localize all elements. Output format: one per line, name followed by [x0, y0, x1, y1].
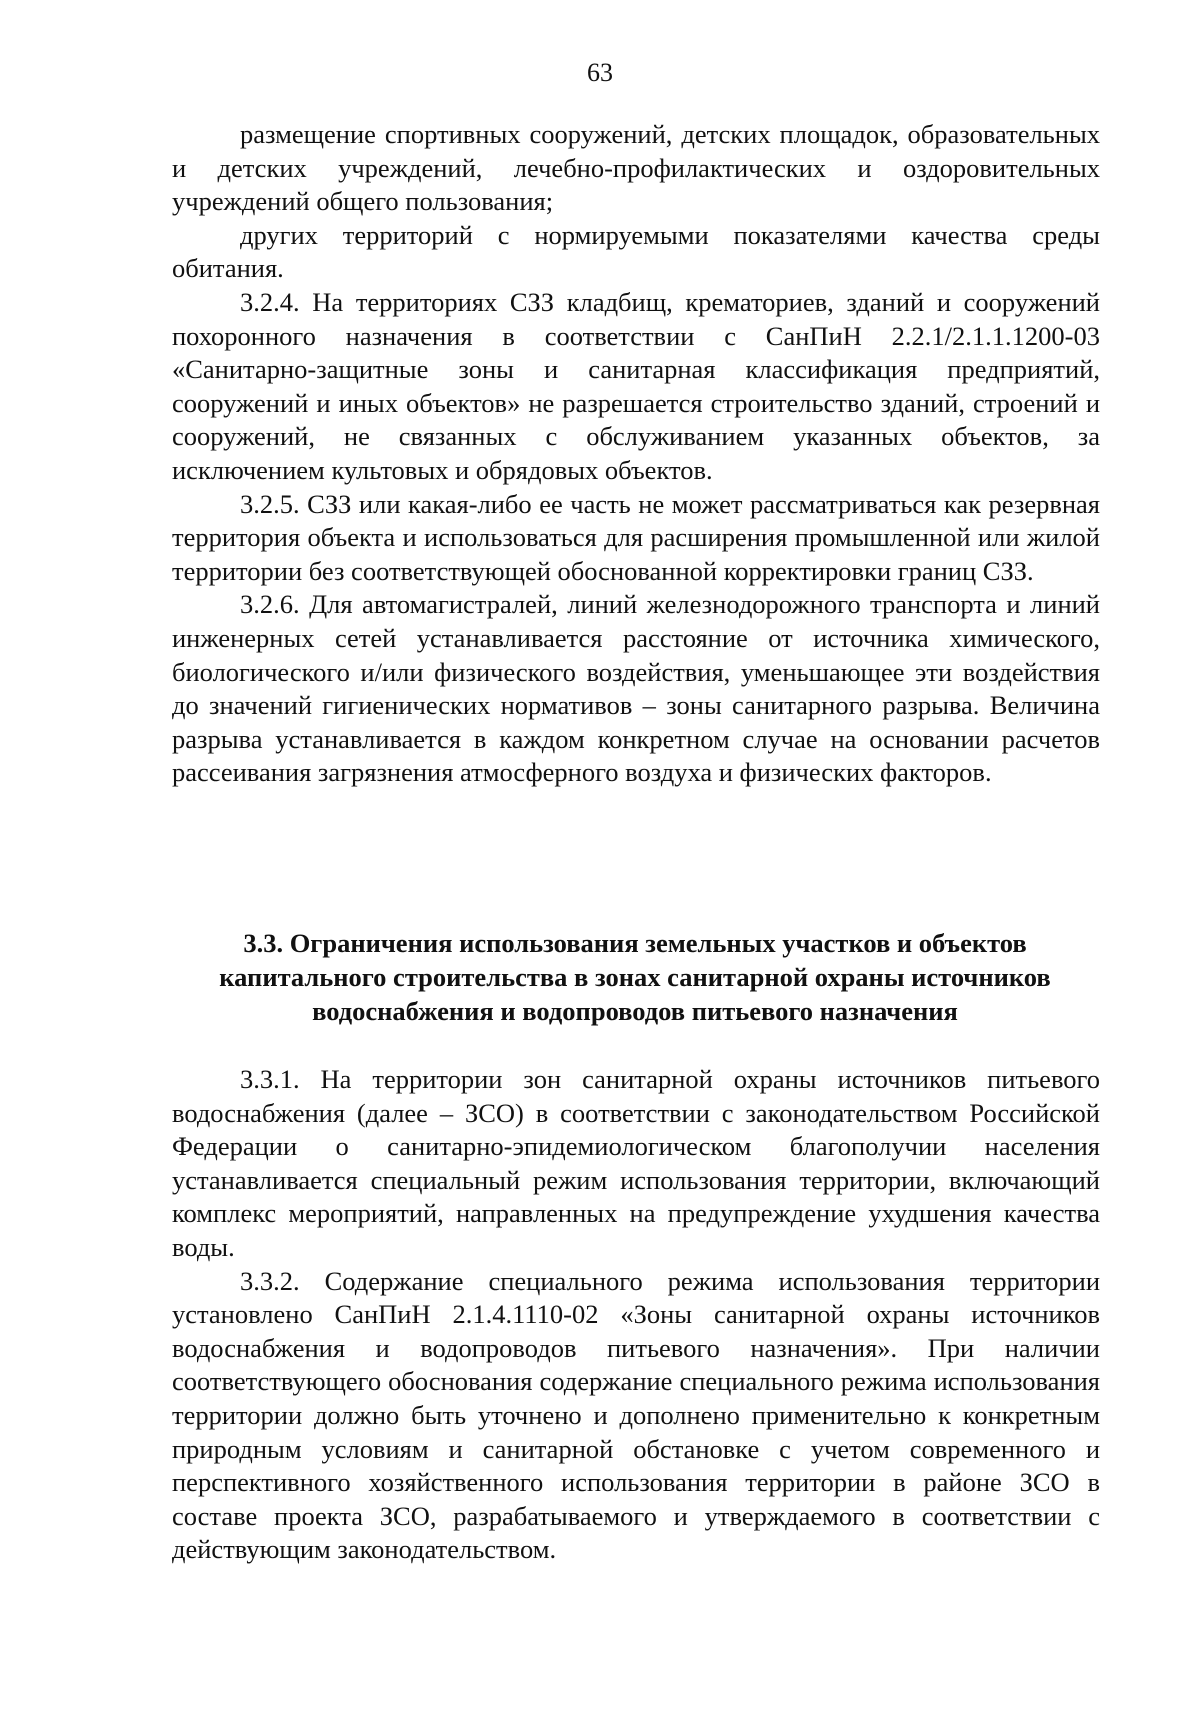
paragraph-placement-list: размещение спортивных сооружений, детских площадок, образовательных и детских учреждений, лечебно-профилактических и оздоровительных учреждений общего пользования; — [172, 119, 1100, 217]
heading-line: капитального строительства в зонах санитарной охраны источников — [219, 962, 1051, 992]
page-number: 63 — [587, 58, 613, 87]
section-heading-3-3 — [150, 926, 1120, 1028]
text-section-3-2 — [172, 118, 1100, 790]
paragraph-3-3-2: 3.3.2. Содержание специального режима использования территории установлено СанПиН 2.1.4.1110-02 «Зоны санитарной охраны источников водоснабжения и водопроводов питьевого назначения». При наличии соответствующего обоснования содержание специального режима использования территории должно быть уточнено и дополнено применительно к конкретным природным условиям и санитарной обстановке с учетом современного и перспективного хозяйственного использования территории в районе ЗСО в составе проекта ЗСО, разрабатываемого и утверждаемого в соответствии с действующим законодательством. — [172, 1265, 1100, 1565]
paragraph-3-2-4: 3.2.4. На территориях СЗЗ кладбищ, крематориев, зданий и сооружений похоронного назначения в соответствии с СанПиН 2.2.1/2.1.1.1200-03 «Санитарно-защитные зоны и санитарная классификация предприятий, сооружений и иных объектов» не разрешается строительство зданий, строений и сооружений, не связанных с обслуживанием указанных объектов, за исключением культовых и обрядовых объектов. — [172, 286, 1100, 485]
text-section-3-3 — [172, 1063, 1100, 1567]
paragraph-other-territories: других территорий с нормируемыми показателями качества среды обитания. — [172, 219, 1100, 284]
heading-line: водоснабжения и водопроводов питьевого назначения — [312, 996, 958, 1026]
paragraph-3-2-5: 3.2.5. СЗЗ или какая-либо ее часть не может рассматриваться как резервная территория объекта и использоваться для расширения промышленной или жилой территории без соответствующей обоснованной корректировки границ СЗЗ. — [172, 488, 1100, 586]
heading-line: 3.3. Ограничения использования земельных участков и объектов — [243, 928, 1027, 958]
paragraph-3-3-1: 3.3.1. На территории зон санитарной охраны источников питьевого водоснабжения (далее – ЗСО) в соответствии с законодательством Российской Федерации о санитарно-эпидемиологическом благополучии населения устанавливается специальный режим использования территории, включающий комплекс мероприятий, направленных на предупреждение ухудшения качества воды. — [172, 1064, 1100, 1262]
paragraph-3-2-6: 3.2.6. Для автомагистралей, линий железнодорожного транспорта и линий инженерных сетей устанавливается расстояние от источника химического, биологического и/или физического воздействия, уменьшающее эти воздействия до значений гигиенических нормативов – зоны санитарного разрыва. Величина разрыва устанавливается в каждом конкретном случае на основании расчетов рассеивания загрязнения атмосферного воздуха и физических факторов. — [172, 589, 1100, 788]
